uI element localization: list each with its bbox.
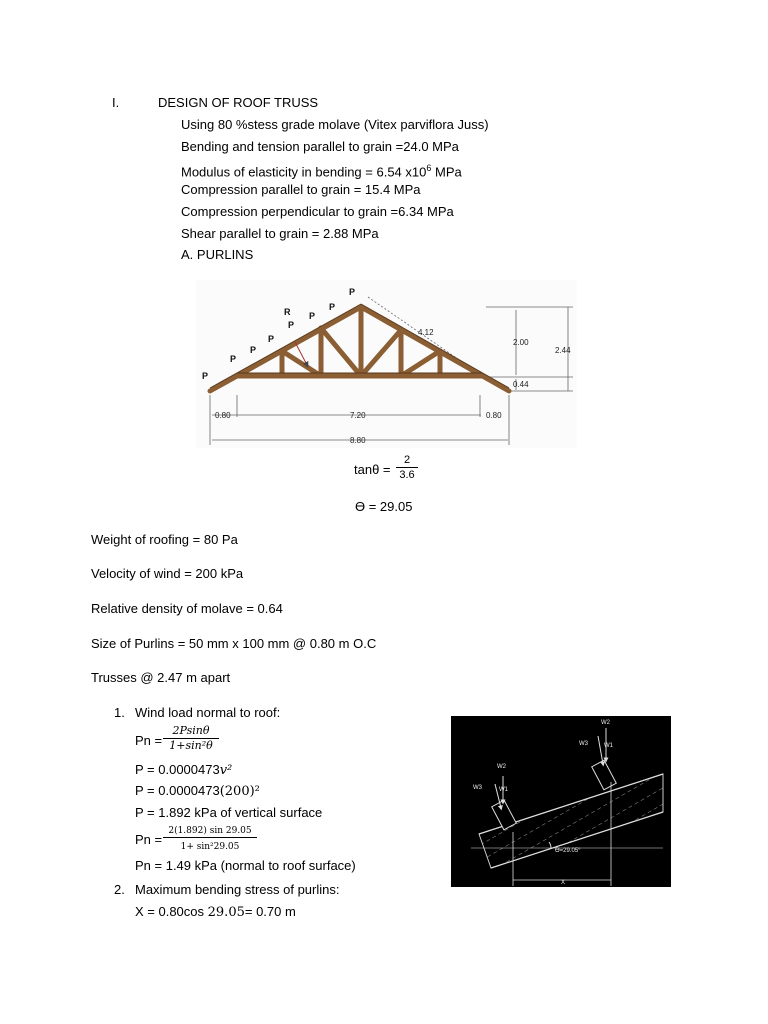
tan-fraction — [396, 453, 418, 482]
subsection-title: A. PURLINS — [181, 247, 254, 262]
spec-line: Shear parallel to grain = 2.88 MPa — [181, 226, 379, 241]
equation-line: Pn = 1.49 kPa (normal to roof surface) — [135, 858, 356, 873]
load-label: W3 — [579, 741, 588, 747]
spec-exponent: 6 — [426, 163, 432, 173]
spec-line — [181, 160, 462, 180]
equation-text: = 0.70 m — [244, 904, 296, 919]
equation-math: 29.05 — [207, 905, 245, 920]
pn-label: Pn = — [135, 832, 163, 847]
x-label: X — [561, 880, 566, 886]
load-label: W2 — [497, 764, 506, 770]
given-line: Trusses @ 2.47 m apart — [91, 670, 231, 685]
equation-line — [135, 783, 260, 800]
given-line: Size of Purlins = 50 mm x 100 mm @ 0.80 m O.C — [91, 636, 377, 651]
dim-label: 7.20 — [350, 411, 366, 420]
step-title: Wind load normal to roof: — [135, 705, 281, 720]
pn2-fraction — [163, 825, 257, 853]
reaction-label: R — [284, 307, 291, 317]
step-number: 1. — [114, 705, 125, 720]
pn-numerator: 2Psinθ — [172, 724, 210, 737]
spec-text: Modulus of elasticity in bending = 6.54 x10 — [181, 164, 427, 180]
load-label: W2 — [601, 720, 610, 726]
spec-line: Compression parallel to grain = 15.4 MPa — [181, 182, 421, 197]
pn-label: Pn = — [135, 733, 163, 748]
load-label: W1 — [604, 743, 613, 749]
step-number: 2. — [114, 882, 125, 897]
load-label: P — [268, 334, 275, 344]
dim-label: 8.80 — [350, 436, 366, 445]
equation-math: (200)² — [219, 784, 260, 799]
dim-label: 0.80 — [215, 411, 231, 420]
section-number: I. — [112, 95, 120, 110]
equation-line — [135, 762, 232, 779]
spec-line: Bending and tension parallel to grain =24.0 MPa — [181, 139, 459, 154]
roof-truss-diagram — [196, 280, 577, 448]
equation-text: X = 0.80cos — [135, 904, 208, 919]
equation-text: P = 0.0000473 — [135, 783, 220, 798]
tan-denominator: 3.6 — [396, 467, 418, 482]
given-line: Weight of roofing = 80 Pa — [91, 532, 238, 547]
load-label: W3 — [473, 785, 482, 791]
load-label: P — [309, 311, 316, 321]
load-label: P — [230, 354, 237, 364]
dim-label: 0.44 — [513, 380, 529, 389]
pn2-denominator: 1+ sin²29.05 — [163, 837, 257, 853]
given-line: Relative density of molave = 0.64 — [91, 601, 283, 616]
equation-line: P = 1.892 kPa of vertical surface — [135, 805, 323, 820]
spec-line: Compression perpendicular to grain =6.34 MPa — [181, 204, 454, 219]
dim-label: 2.44 — [555, 346, 571, 355]
purlin-load-diagram — [451, 716, 671, 887]
load-label: P — [329, 302, 336, 312]
equation-line — [135, 904, 296, 921]
dim-label: 4.12 — [418, 328, 434, 337]
equation-text: P = 0.0000473 — [135, 762, 220, 777]
load-label: P — [349, 287, 356, 297]
tan-numerator: 2 — [403, 454, 411, 466]
section-title: DESIGN OF ROOF TRUSS — [158, 95, 319, 110]
load-label: W1 — [499, 787, 508, 793]
spec-line: Using 80 %stess grade molave (Vitex parviflora Juss) — [181, 117, 489, 132]
equation-math: v² — [219, 763, 233, 778]
load-label: P — [202, 371, 209, 381]
angle-label: ϴ=29.05° — [555, 848, 581, 854]
dim-label: 2.00 — [513, 338, 529, 347]
spec-unit: MPa — [431, 164, 462, 180]
pn-fraction — [163, 724, 219, 753]
load-label: P — [288, 320, 295, 330]
step-title: Maximum bending stress of purlins: — [135, 882, 340, 897]
dim-label: 0.80 — [486, 411, 502, 420]
pn-denominator: 1+sin²θ — [163, 738, 219, 753]
load-label: P — [250, 345, 257, 355]
given-line: Velocity of wind = 200 kPa — [91, 566, 244, 581]
pn2-numerator: 2(1.892) sin 29.05 — [168, 826, 252, 836]
theta-result: ϴ = 29.05 — [355, 499, 413, 514]
tan-label: tanθ = — [354, 462, 391, 477]
